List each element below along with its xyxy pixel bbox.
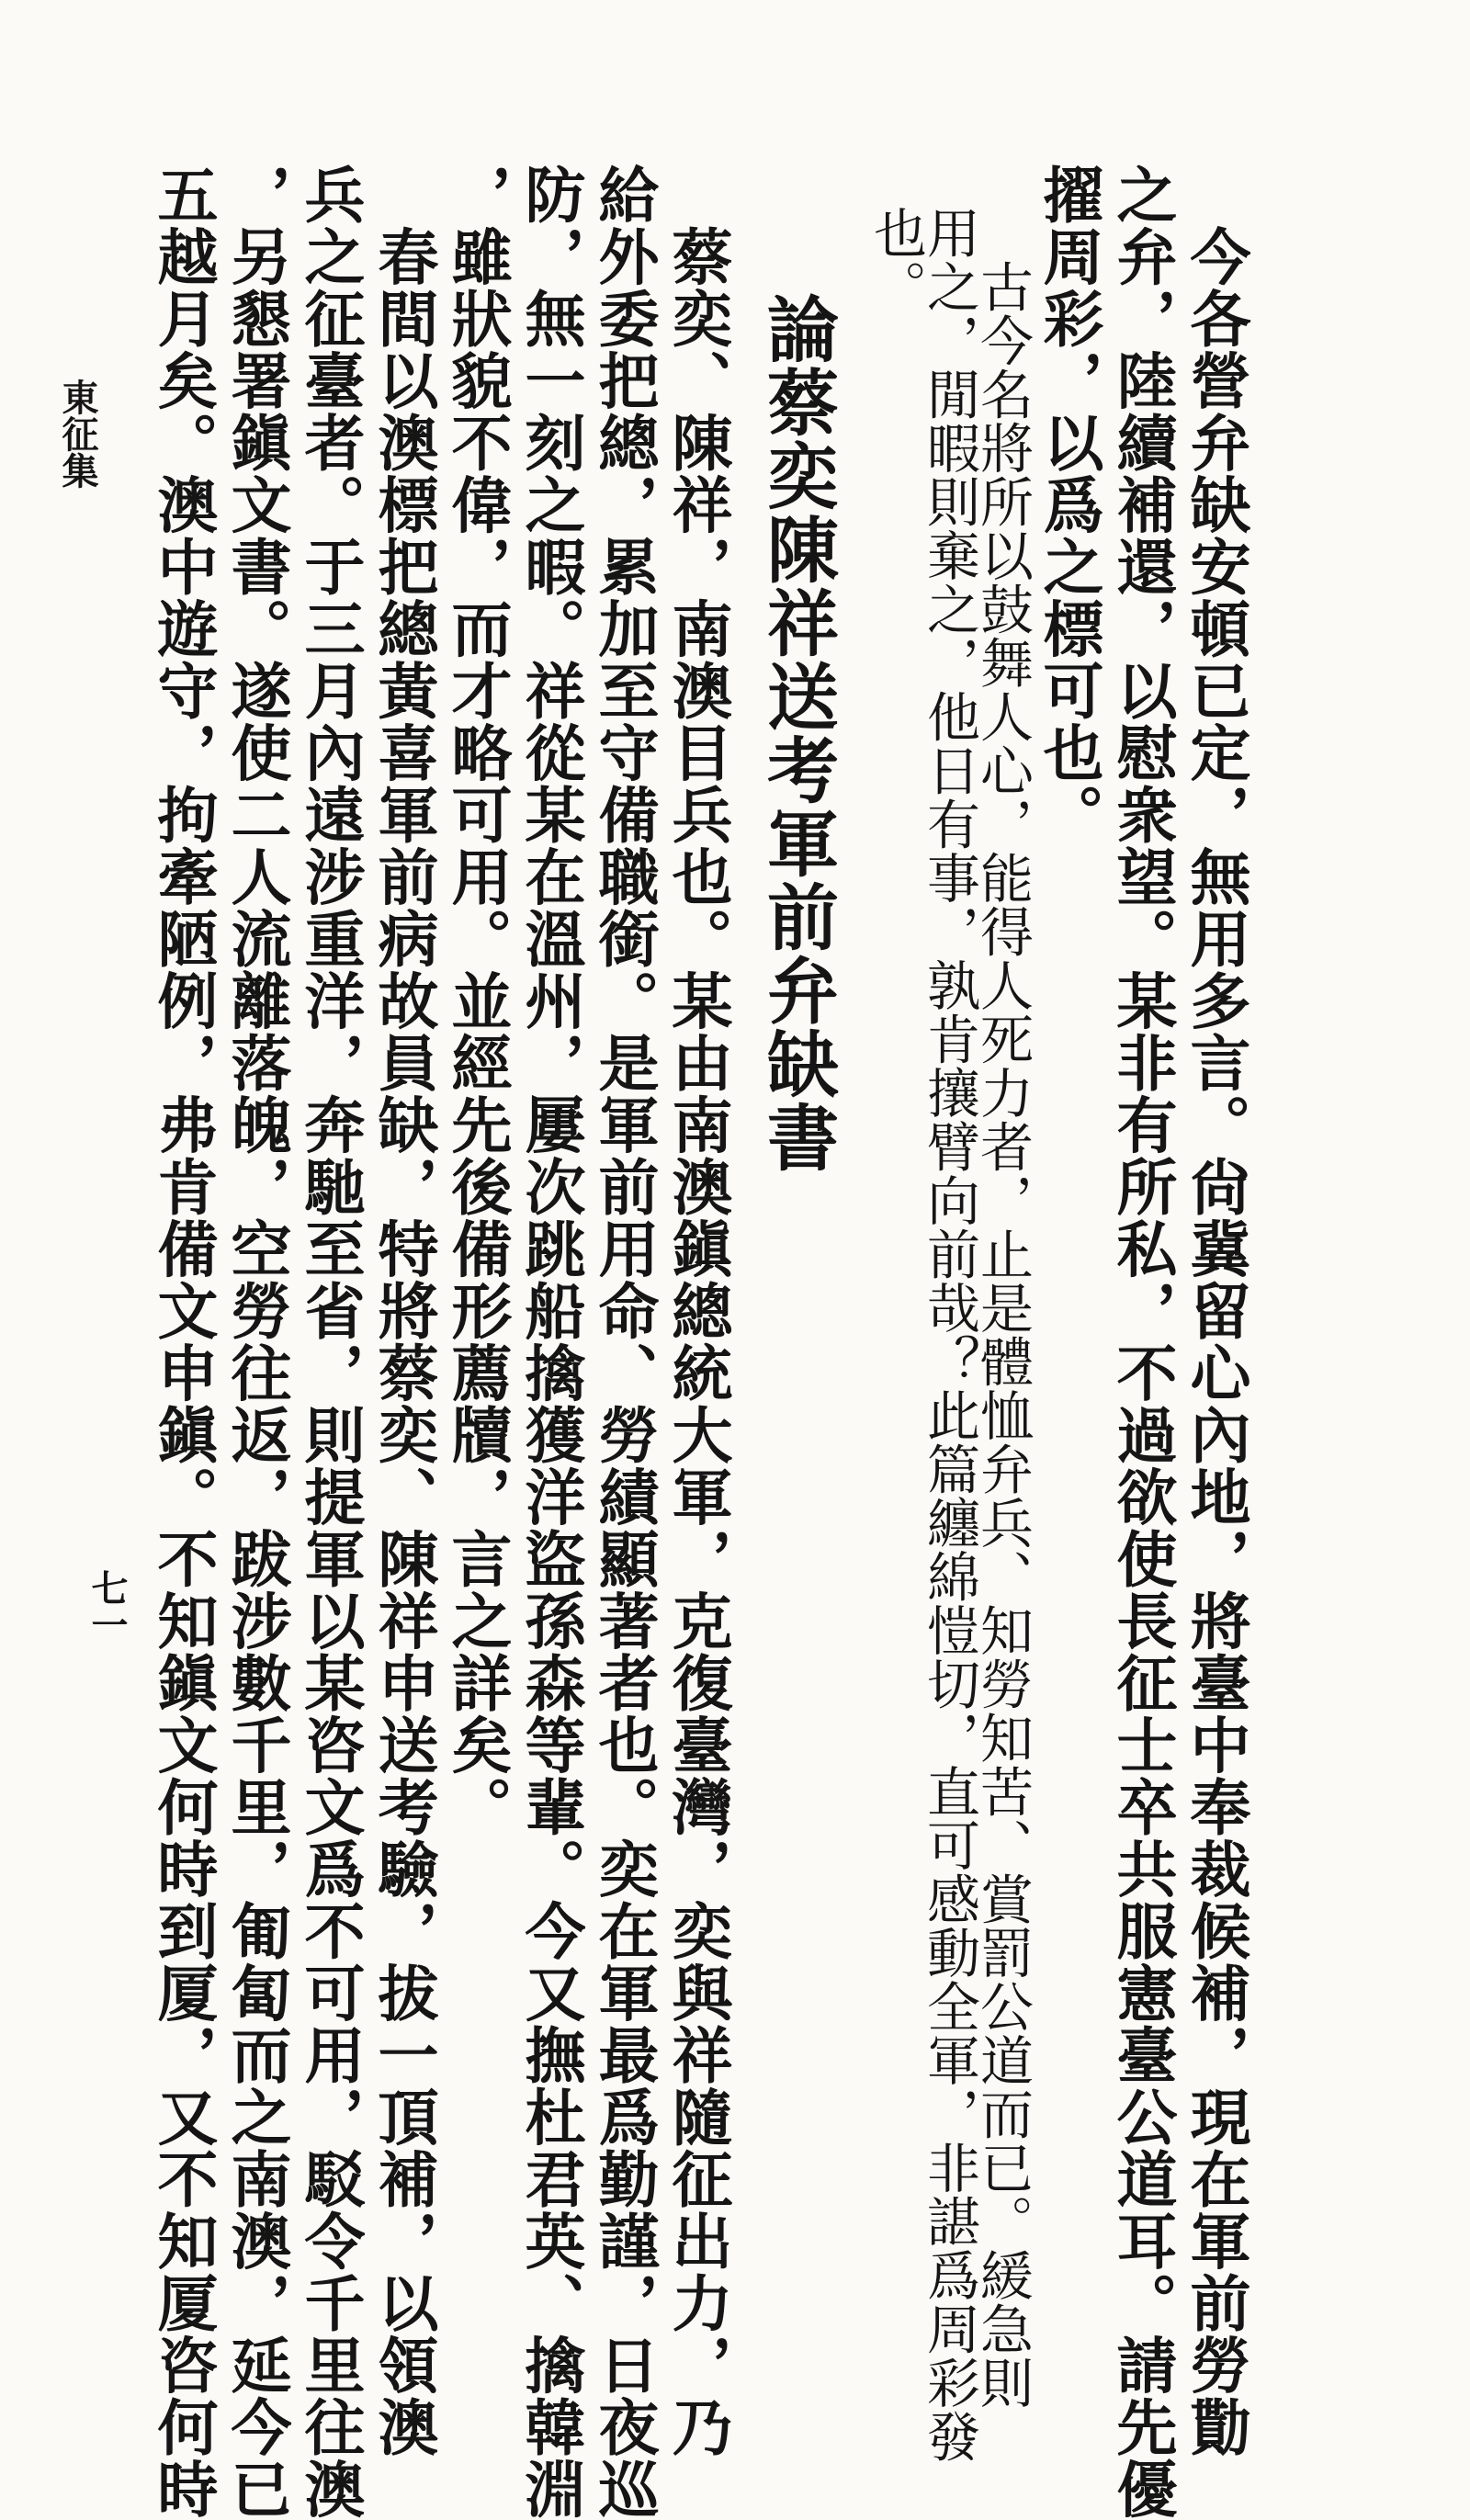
body-line-6: 兵之征臺者。于三月內遠涉重洋，奔馳至省，則提軍以某咨文爲不可用，駁令千里往澳 bbox=[294, 164, 366, 2520]
body-line-5: 春間以澳標把總黃喜軍前病故員缺，特將蔡奕、陳祥申送考驗，拔一頂補，以領澳 bbox=[368, 164, 439, 2458]
commentary-line-1: 古今名將所以鼓舞人心，能得人死力者，止是體恤弁兵、知勞知苦、賞罰公道而已。緩急則 bbox=[971, 206, 1034, 2410]
commentary-line-3: 也。 bbox=[865, 206, 927, 313]
prev-body-line-1: 今各營弁缺安頓已定，無用多言。尙冀留心內地，將臺中奉裁候補，現在軍前勞勩 bbox=[1180, 164, 1251, 2458]
body-line-2: 給外委把總，累加至守備職銜。是軍前用命、勞績顯著者也。奕在軍最爲勤謹，日夜巡 bbox=[588, 164, 660, 2520]
body-line-8: 五越月矣。澳中遊守，拘牽陋例，弗肯備文申鎭。不知鎭文何時到厦，又不知厦咨何時 bbox=[147, 164, 219, 2520]
body-line-7: ，另懇署鎭文書。遂使二人流離落魄，空勞往返，跋涉數千里，匍匐而之南澳，延今已 bbox=[220, 164, 292, 2520]
section-title: 論蔡奕陳祥送考軍前弁缺書 bbox=[755, 292, 839, 1174]
book-title: 東征集 bbox=[56, 379, 99, 489]
prev-body-line-2: 之弁，陸續補還，以慰衆望。某非有所私，不過欲使長征士卒共服憲臺公道耳。請先優 bbox=[1106, 164, 1178, 2520]
body-line-1: 蔡奕、陳祥，南澳目兵也。某由南澳鎭總統大軍，克復臺灣，奕與祥隨征出力，乃 bbox=[662, 164, 733, 2458]
prev-body-line-3: 擢周彩，以爲之標可也。 bbox=[1033, 164, 1104, 846]
body-line-3: 防，無一刻之暇。祥從某在溫州，屢次跳船擒獲洋盜孫森等輩。今又撫杜君英、擒韓淵 bbox=[514, 164, 586, 2520]
body-line-4: ，雖狀貌不偉，而才略可用。並經先後備形薦牘，言之詳矣。 bbox=[441, 164, 513, 1838]
commentary-line-2: 用之，閒暇則棄之，他日有事，孰肯攘臂向前哉？此篇纏綿愷切，直可感動全軍，非諶爲周彩發 bbox=[918, 206, 980, 2463]
page-number: 七一 bbox=[85, 1569, 129, 1643]
